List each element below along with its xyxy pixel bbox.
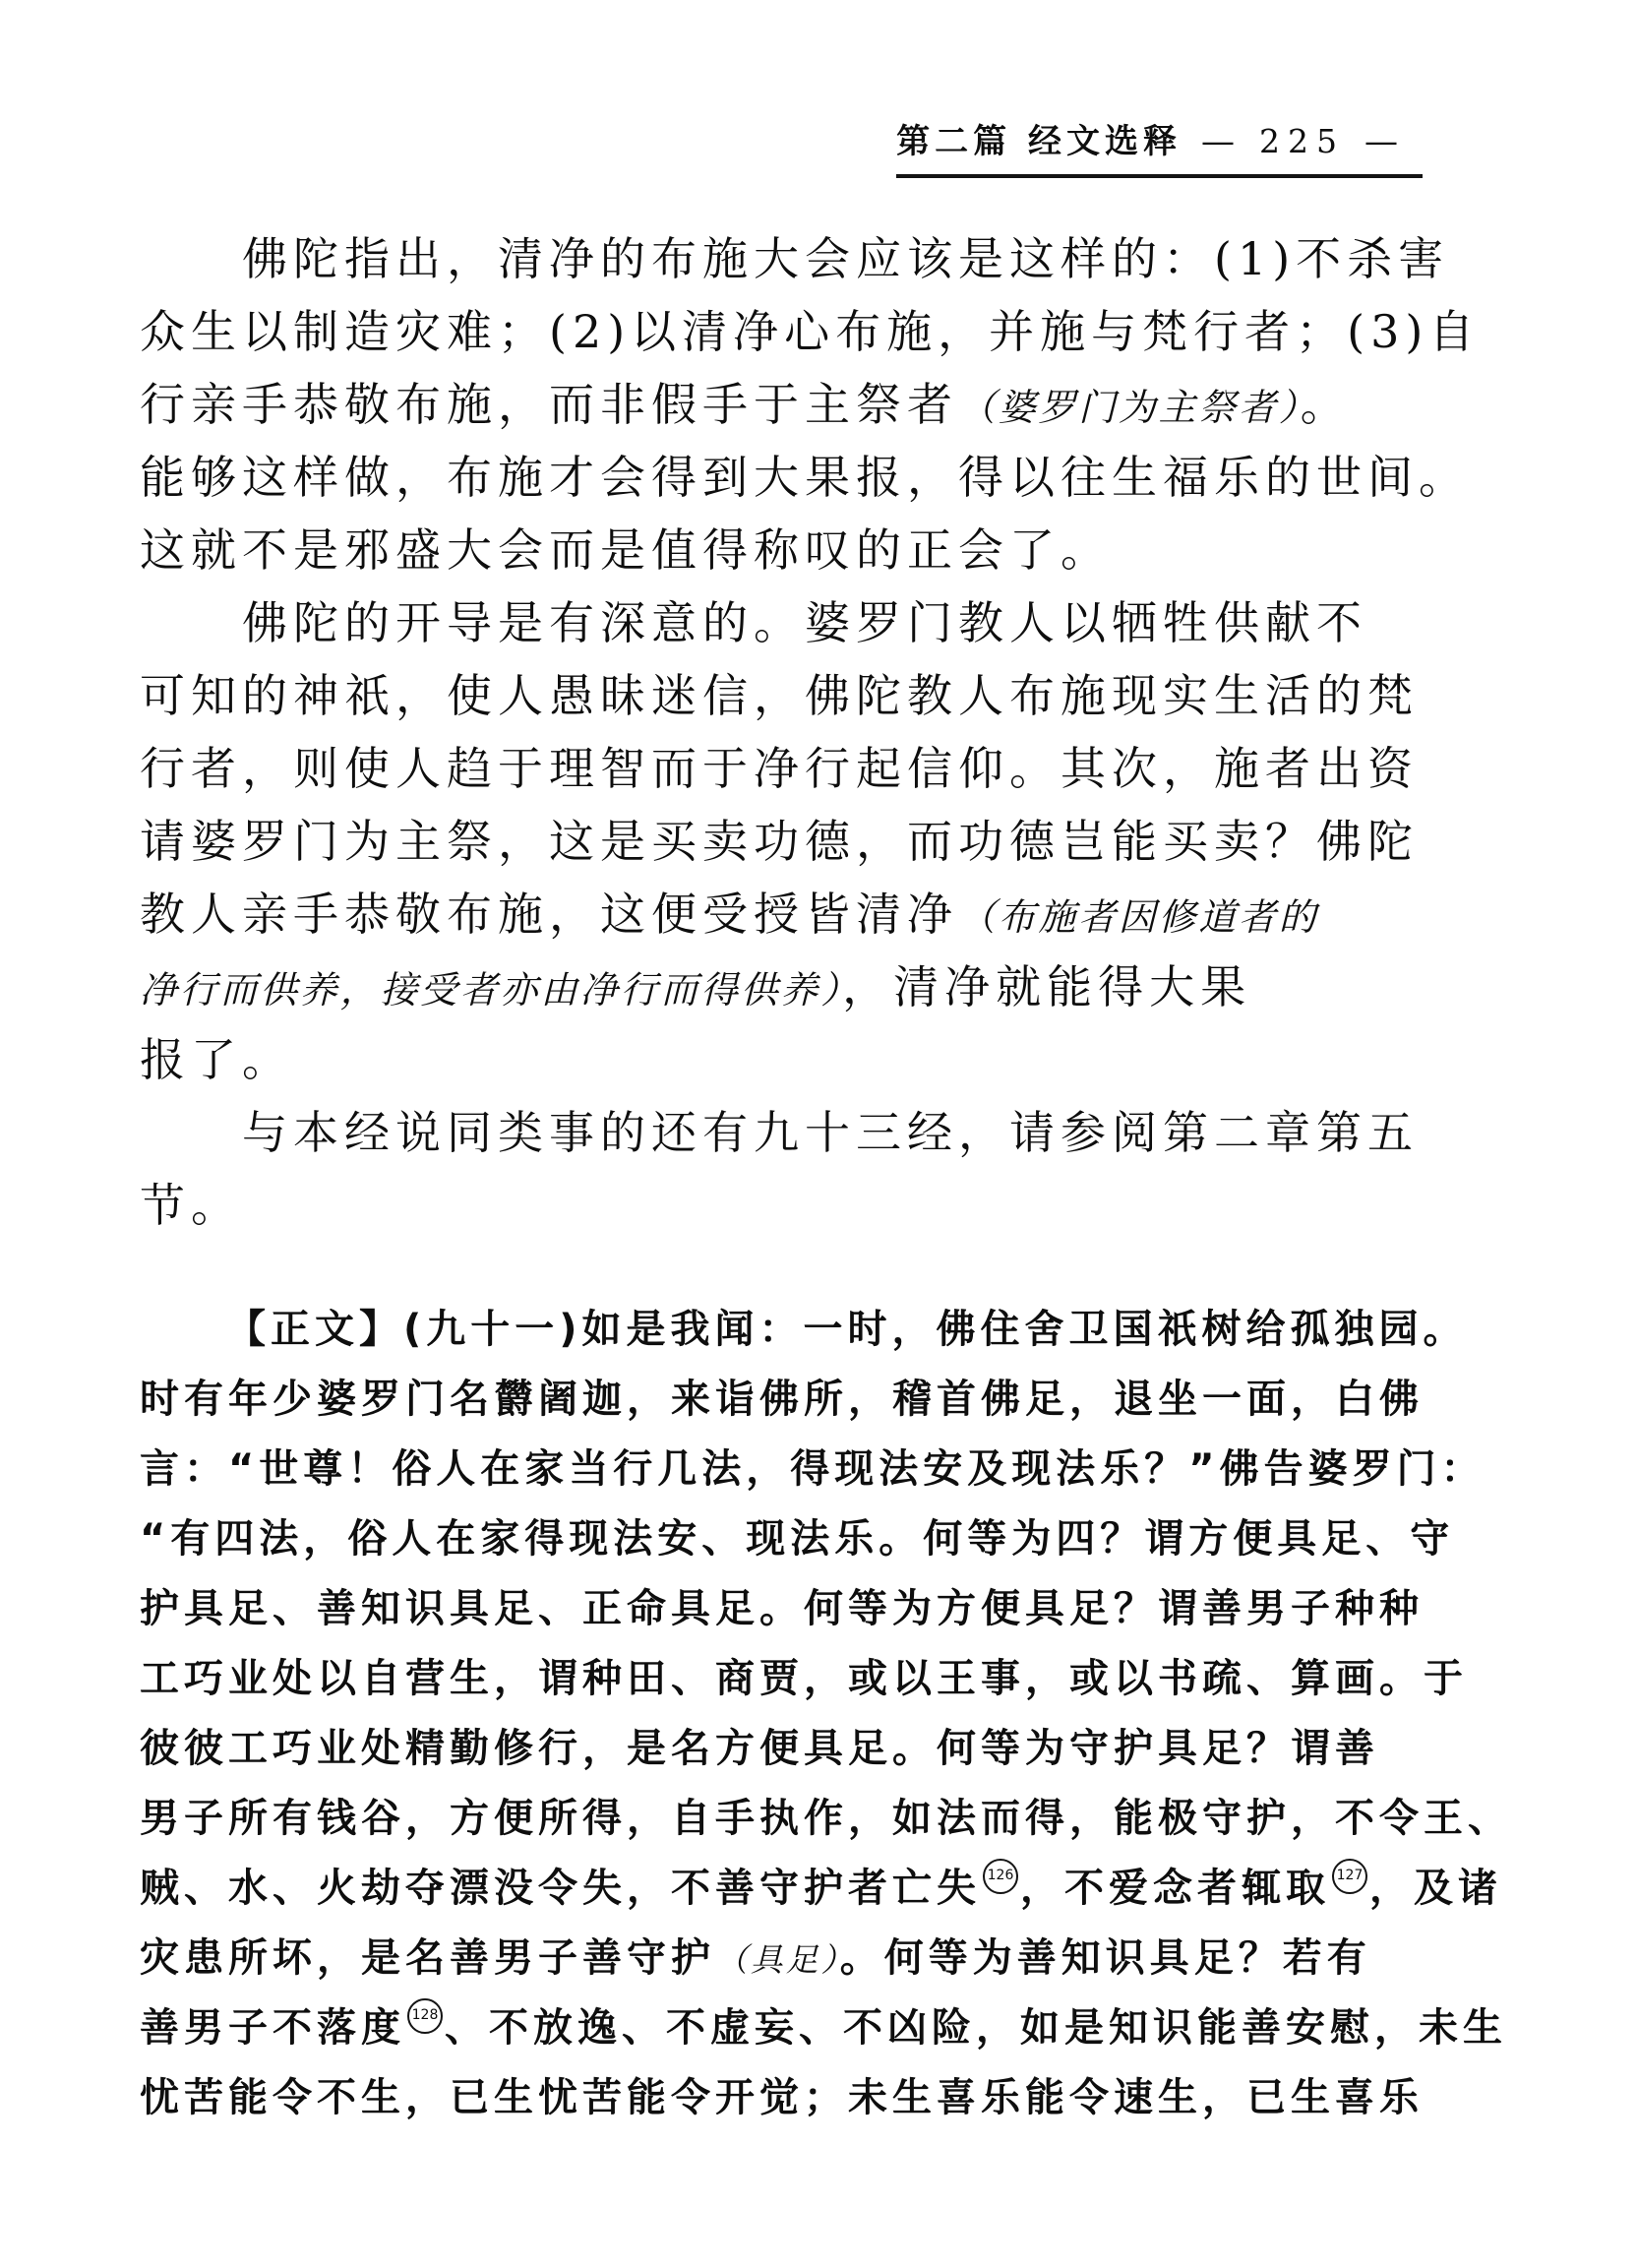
text-segment: 善男子不落度 <box>140 2005 405 2051</box>
text-segment: 可知的神祇，使人愚昧迷信，佛陀教人布施现实生活的梵 <box>140 669 1419 722</box>
text-line <box>140 1435 1485 1504</box>
text-segment: 言：“世尊！俗人在家当行几法，得现法安及现法乐？”佛告婆罗门： <box>140 1446 1485 1492</box>
text-segment: 能够这样做，布施才会得到大果报，得以往生福乐的世间。 <box>140 451 1470 504</box>
inline-annotation: （具足） <box>715 1941 840 1979</box>
text-line <box>140 1023 1430 1096</box>
text-line <box>140 368 1430 441</box>
footnote-marker: 127 <box>1332 1859 1367 1894</box>
text-segment: 忧苦能令不生，已生忧苦能令开觉；未生喜乐能令速生，已生喜乐 <box>140 2075 1424 2120</box>
text-line <box>140 1574 1438 1644</box>
text-line <box>140 1784 1512 1854</box>
text-line <box>140 950 1430 1023</box>
text-line <box>140 1295 1468 1365</box>
inline-annotation: （布施者因修道者的 <box>958 895 1319 939</box>
page-number-dash-left: — <box>1201 122 1240 161</box>
text-segment: 众生以制造灾难；(2)以清净心布施，并施与梵行者；(3)自 <box>140 305 1481 358</box>
text-line <box>140 805 1430 878</box>
text-segment: 报了。 <box>140 1033 293 1086</box>
text-line <box>140 1644 1468 1714</box>
text-segment: 。 <box>1300 378 1352 431</box>
text-segment: ，清净就能得大果 <box>842 960 1252 1013</box>
text-line <box>140 1096 1430 1169</box>
text-line <box>140 1924 1438 1993</box>
text-line <box>140 586 1430 659</box>
text-segment: “有四法，俗人在家得现法安、现法乐。何等为四？谓方便具足、守 <box>140 1516 1455 1562</box>
text-line <box>140 1854 1502 1924</box>
text-segment: 彼彼工巧业处精勤修行，是名方便具足。何等为守护具足？谓善 <box>140 1726 1379 1771</box>
page-number: 225 <box>1259 122 1345 160</box>
text-segment: 【正文】(九十一)如是我闻：一时，佛住舍卫国祇树给孤独园。 <box>226 1307 1468 1352</box>
text-segment: 佛陀的开导是有深意的。婆罗门教人以牺牲供献不 <box>242 596 1367 649</box>
text-segment: 教人亲手恭敬布施，这便受授皆清净 <box>140 888 958 941</box>
text-segment: 与本经说同类事的还有九十三经，请参阅第二章第五 <box>242 1106 1419 1159</box>
text-line <box>140 295 1481 368</box>
text-segment: 佛陀指出，清净的布施大会应该是这样的：(1)不杀害 <box>242 232 1450 285</box>
text-segment: 行者，则使人趋于理智而于净行起信仰。其次，施者出资 <box>140 742 1419 795</box>
page-number-dash-right: — <box>1364 122 1403 161</box>
text-segment: ，及诸 <box>1369 1866 1502 1911</box>
text-line <box>140 1365 1438 1435</box>
text-line <box>140 2063 1438 2133</box>
commentary-section <box>140 222 1481 1242</box>
text-line <box>140 1169 1430 1242</box>
text-segment: ，不爱念者辄取 <box>1020 1866 1330 1911</box>
text-segment: 贼、水、火劫夺漂没令失，不善守护者亡失 <box>140 1866 981 1911</box>
text-segment: 护具足、善知识具足、正命具足。何等为方便具足？谓善男子种种 <box>140 1586 1424 1631</box>
text-line <box>140 514 1430 586</box>
text-segment: 时有年少婆罗门名欝阇迦，来诣佛所，稽首佛足，退坐一面，白佛 <box>140 1377 1424 1422</box>
chapter-title: 第二篇 经文选释 <box>896 122 1182 161</box>
text-segment: 工巧业处以自营生，谓种田、商贾，或以王事，或以书疏、算画。于 <box>140 1656 1468 1701</box>
inline-annotation: 净行而供养，接受者亦由净行而得供养） <box>140 968 843 1011</box>
text-line <box>140 441 1470 514</box>
text-segment: 节。 <box>140 1179 242 1232</box>
text-line <box>140 659 1430 732</box>
text-segment: 这就不是邪盛大会而是值得称叹的正会了。 <box>140 523 1112 577</box>
text-segment: 灾患所坏，是名善男子善守护 <box>140 1935 715 1981</box>
text-line <box>140 1504 1455 1574</box>
text-segment: 行亲手恭敬布施，而非假手于主祭者 <box>140 378 958 431</box>
scripture-section <box>140 1295 1512 2133</box>
text-line <box>140 878 1430 950</box>
text-segment: 请婆罗门为主祭，这是买卖功德，而功德岂能买卖？佛陀 <box>140 815 1419 868</box>
text-segment: 男子所有钱谷，方便所得，自手执作，如法而得，能极守护，不令王、 <box>140 1796 1512 1841</box>
text-line <box>140 222 1450 295</box>
text-line <box>140 1993 1507 2063</box>
text-line <box>140 732 1430 805</box>
footnote-marker: 126 <box>983 1859 1018 1894</box>
footnote-marker: 128 <box>407 1998 443 2034</box>
text-line <box>140 1714 1438 1784</box>
text-segment: 。何等为善知识具足？若有 <box>839 1935 1371 1981</box>
running-header <box>896 114 1423 178</box>
inline-annotation: （婆罗门为主祭者） <box>958 386 1301 429</box>
text-segment: 、不放逸、不虚妄、不凶险，如是知识能善安慰，未生 <box>445 2005 1507 2051</box>
